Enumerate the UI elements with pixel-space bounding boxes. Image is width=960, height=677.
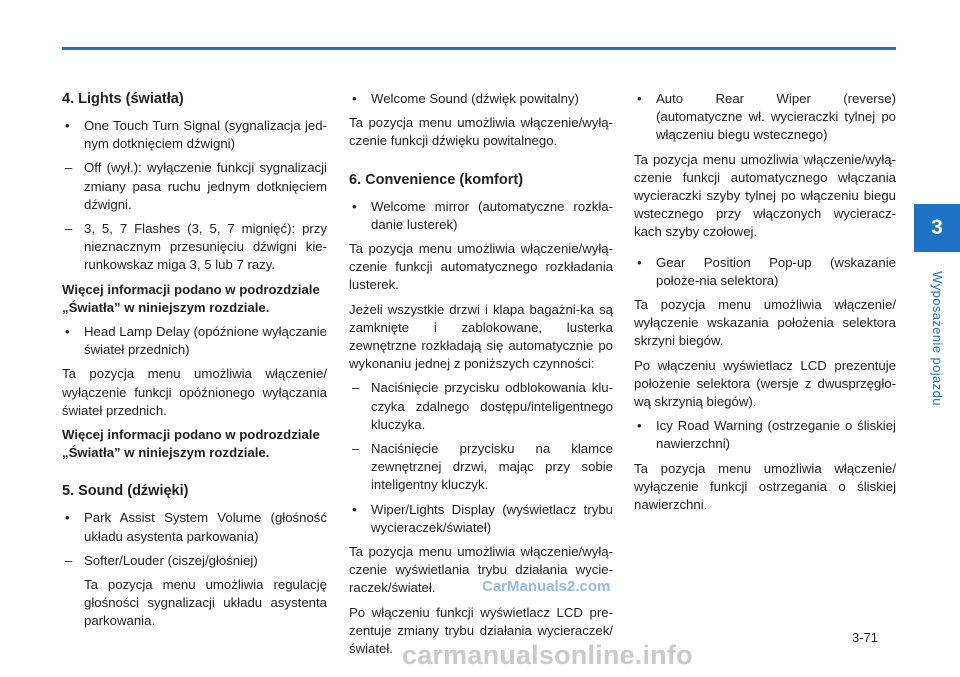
list-item-text: Auto Rear Wiper (reverse) (automatyczne wł. wycieraczki tylnej po włączeniu biegu wstecznego): [656, 91, 896, 143]
bullet-marker: •: [65, 510, 70, 526]
watermark-large: carmanualsonline.info: [402, 640, 693, 670]
chapter-title: Wyposażenie pojazdu: [929, 270, 945, 406]
list-item-text: Gear Position Pop-up (wskazanie położe-nia selektora): [656, 254, 896, 288]
list-item: [62, 117, 327, 153]
list-item-text: Wiper/Lights Display (wyświetlacz trybu wycieraczek/świateł): [371, 501, 613, 535]
list-item-text: Naciśnięcie przycisku odblokowania klu-czyka zdalnego dostępu/inteligentnego kluczyka.: [371, 380, 613, 432]
convenience-heading: 6. Convenience (komfort): [349, 171, 524, 188]
welcome-list: [349, 90, 613, 108]
bullet-marker: •: [637, 418, 642, 434]
watermark-small: CarManuals2.com: [482, 578, 611, 595]
list-item: [62, 323, 327, 359]
gear-list: [634, 254, 896, 290]
list-item: [349, 501, 613, 537]
bullet-marker: •: [637, 254, 642, 270]
reference-note: Więcej informacji podano w podrozdziale „Światła” w niniejszym rozdziale.: [62, 281, 320, 315]
paragraph: Ta pozycja menu umożliwia włączenie/wyłą-czenie funkcji automatycznego rozkładania lusterek.: [349, 241, 613, 293]
paragraph: Ta pozycja menu umożliwia włączenie/wyłą-czenie funkcji dźwięku powitalnego.: [349, 115, 613, 149]
list-item-text: Welcome mirror (automatyczne rozkła-danie lusterek): [371, 198, 613, 232]
list-item: [634, 254, 896, 290]
list-item-text: Naciśnięcie przycisku na klamce zewnętrznej drzwi, mając przy sobie inteligentny kluczyk.: [371, 441, 613, 493]
rear-wiper-list: [634, 90, 896, 145]
list-item-text: Park Assist System Volume (głośność układu asystenta parkowania): [84, 510, 327, 544]
list-item: [349, 379, 613, 434]
list-item: [634, 417, 896, 453]
paragraph: Ta pozycja menu umożliwia włączenie/wyłą-czenie funkcji automatycznego włączania wycieraczki szyby tylnej po włączeniu biegu wstecznego przy włączonych wycieracz-kach szyby czołowej.: [634, 151, 896, 240]
list-item: [349, 198, 613, 234]
bullet-marker: •: [352, 198, 357, 214]
list-item-text: Icy Road Warning (ostrzeganie o śliskiej nawierzchni): [656, 418, 896, 452]
bullet-marker: •: [352, 501, 357, 517]
paragraph: Po włączeniu funkcji wyświetlacz LCD pre-zentuje zmiany trybu działania wycieraczek/ świateł.: [349, 604, 613, 657]
list-item: [62, 159, 327, 214]
list-item-text: Welcome Sound (dźwięk powitalny): [371, 91, 579, 106]
bullet-marker: •: [637, 91, 642, 106]
column-1: [62, 90, 327, 637]
paragraph: Jeżeli wszystkie drzwi i klapa bagażni-ka są zamknięte i zablokowane, lusterka zewnętrzne rozkładają się automatycznie po wykonaniu jednej z poniższych czynności:: [349, 301, 613, 372]
bullet-marker: •: [352, 91, 357, 106]
chapter-number: 3: [931, 216, 943, 239]
paragraph: Po włączeniu wyświetlacz LCD prezentuje położenie selektora (wersje z dwusprzęgło-wą skrzynią biegów).: [634, 357, 896, 410]
list-item: [349, 440, 613, 495]
chapter-number-tab: [914, 204, 960, 252]
list-item: [634, 90, 896, 145]
list-item: [349, 90, 613, 108]
sound-heading: 5. Sound (dźwięki): [62, 483, 189, 500]
paragraph: Ta pozycja menu umożliwia regulację głośności sygnalizacji układu asystenta parkowania.: [84, 577, 327, 629]
list-item: [62, 552, 327, 570]
chapter-title-side: [914, 258, 960, 418]
dash-marker: –: [65, 221, 73, 237]
list-item-text: One Touch Turn Signal (sygnalizacja jed-nym dotknięciem dźwigni): [84, 118, 327, 152]
list-item-text: Off (wył.): wyłączenie funkcji sygnalizacji zmiany pasa ruchu jednym dotknięciem dźwigni.: [84, 160, 327, 212]
dash-marker: –: [65, 552, 73, 568]
column-3: [634, 90, 896, 520]
lights-heading: 4. Lights (światła): [62, 91, 184, 107]
dash-marker: –: [65, 160, 73, 176]
dash-marker: –: [352, 380, 360, 396]
reference-note: Więcej informacji podano w podrozdziale „Światła” w niniejszym rozdziale.: [62, 427, 320, 461]
headlamp-list: [62, 323, 327, 359]
page-number: 3-71: [852, 630, 879, 645]
list-item-text: Softer/Louder (ciszej/głośniej): [84, 552, 258, 568]
paragraph: Ta pozycja menu umożliwia włączenie/ wyłączenie funkcji opóźnionego wyłączania świateł przednich.: [62, 366, 327, 418]
bullet-marker: •: [65, 118, 70, 133]
actions-list: [349, 379, 613, 537]
list-item: [62, 509, 327, 545]
paragraph: Ta pozycja menu umożliwia włączenie/ wyłączenie funkcji ostrzegania o śliskiej nawierzchni.: [634, 460, 896, 513]
list-item-text: Head Lamp Delay (opóźnione wyłączanie świateł przednich): [84, 324, 327, 358]
paragraph: Ta pozycja menu umożliwia włączenie/wyłą-czenie wyświetlania trybu działania wycie-raczek/świateł.: [349, 544, 613, 596]
lights-list: [62, 117, 327, 275]
dash-marker: –: [352, 441, 360, 457]
sound-list: [62, 509, 327, 570]
bullet-marker: •: [65, 324, 70, 340]
mirror-list: [349, 198, 613, 234]
header-rule: [62, 47, 896, 50]
icy-list: [634, 417, 896, 453]
paragraph: Ta pozycja menu umożliwia włączenie/ wyłączenie wskazania położenia selektora skrzyni biegów.: [634, 297, 896, 349]
list-item: [62, 220, 327, 275]
list-item-text: 3, 5, 7 Flashes (3, 5, 7 mignięć): przy nieznacznym przesunięciu dźwigni kie-runkowskaz miga 3, 5 lub 7 razy.: [84, 221, 327, 273]
